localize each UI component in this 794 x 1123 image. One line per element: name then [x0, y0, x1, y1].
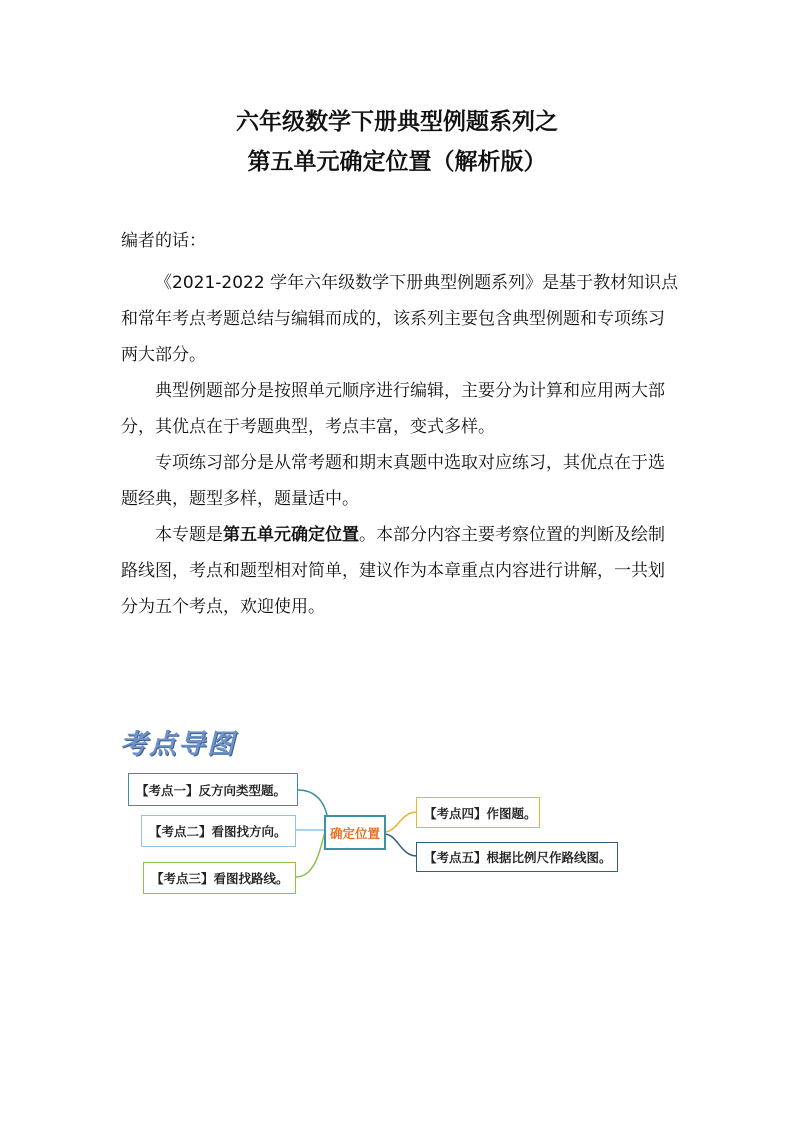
mindmap-node-kaodian-3: 【考点三】看图找路线。 — [143, 862, 296, 894]
document-title-line2: 第五单元确定位置（解析版） — [247, 149, 547, 175]
mindmap-node-kaodian-1: 【考点一】反方向类型题。 — [128, 773, 298, 806]
intro-paragraph-2: 典型例题部分是按照单元顺序进行编辑，主要分为计算和应用两大部分，其优点在于考题典型，考点丰富，变式多样。 — [121, 381, 665, 437]
mindmap-node-kaodian-2: 【考点二】看图找方向。 — [141, 815, 296, 847]
p4-pre: 本专题是 — [155, 525, 223, 545]
intro-body — [121, 265, 681, 625]
p4-bold-topic: 第五单元确定位置 — [223, 525, 359, 545]
intro-label: 编者的话： — [121, 231, 206, 251]
mindmap-heading: 考点导图 — [120, 729, 236, 760]
intro-paragraph-3: 专项练习部分是从常考题和期末真题中选取对应练习，其优点在于选题经典，题型多样，题量适中。 — [121, 453, 665, 509]
connector-kaodian-3 — [296, 832, 326, 877]
p4-post: 。本部分内容主要考察位置的判断及绘制路线图，考点和题型相对简单，建议作为本章重点内容进行讲解，一共划分为五个考点，欢迎使用。 — [121, 525, 665, 617]
connector-kaodian-5 — [384, 834, 417, 856]
document-title-line1: 六年级数学下册典型例题系列之 — [236, 109, 558, 135]
intro-paragraph-4 — [121, 517, 681, 625]
mindmap-node-kaodian-5: 【考点五】根据比例尺作路线图。 — [416, 842, 618, 872]
mindmap-node-kaodian-4: 【考点四】作图题。 — [416, 797, 540, 828]
intro-paragraph-1: 《2021-2022 学年六年级数学下册典型例题系列》是基于教材知识点和常年考点考题总结与编辑而成的，该系列主要包含典型例题和专项练习两大部分。 — [121, 273, 679, 365]
mindmap-center-node: 确定位置 — [324, 815, 386, 850]
connector-kaodian-4 — [384, 812, 417, 832]
